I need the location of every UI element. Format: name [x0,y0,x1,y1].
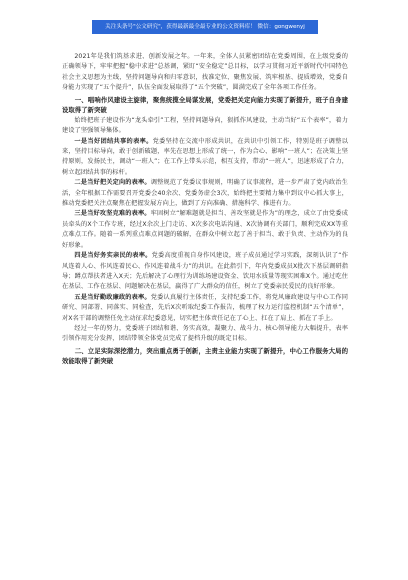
document-body [62,52,348,367]
item-5-paragraph [62,293,348,324]
item-5-body: 党委认真履行主体责任，支持纪委工作，将党风廉政建设与中心工作同研究、同部署、同落实、同检查，先后X次听取纪委工作报告，梳理了权力运行监控机制“五个清单”，对X名干部的调整任免主动征求纪委意见，切实把主体责任记在了心上、扛在了肩上、抓在了手上。 [62,293,348,322]
promo-banner[interactable]: 关注头条号"公文研究"，获得最新最全最专业的公文资料库！ 微信：gongwenyj [92,20,318,34]
section-1-heading: 一、唱响作风建设主旋律，聚焦统揽全局谋发展，党委把关定向能力实现了新提升，班子自身建设取得了新突破 [62,95,348,115]
intro-paragraph: 2021年是我们筑基求进、创新发展之年。一年来，全体人员紧密团结在党委周围，在上级党委的正确领导下，牢牢把握“稳中求进”总基调，紧盯“安全稳定”总目标，以学习贯彻习近平新时代中国特色社会主义思想为主线，坚持问题导向和归零意识，找准定位、聚焦发展、筑牢根基、提质增效，党委自身能力实现了“五个提升”，队伍全面发展取得了“五个突破”，圆满完成了全年各项工作任务。 [62,53,348,92]
item-2-paragraph [62,178,348,209]
item-1-title: 一是当好团结共事的表率。 [74,137,153,145]
section-1-intro: 始终把班子建设作为“龙头牵引”工程，坚持问题导向，狠抓作风建设，主动当好“五个表率”，着力建设了坚强领导集体。 [62,116,348,135]
item-4-body: 党委高度重视自身作风建设，班子成员通过学习实践，深刻认识了“作风连着人心、作风连着民心、作风连着战斗力”的共识。在此指引下，年内党委成员X批次下基层调研指导；蹲点帮扶者进入X天；先后解决了心理行为训练场建设资金、饮用水质量等现实困难X个。通过吃住在基层、工作在基层、问题解决在基层，赢得了广大群众的信任，树立了党委亲民爱民的良好形象。 [62,252,348,291]
item-4-paragraph [62,251,348,293]
section-2-heading: 二、立足实际深挖潜力，突出重点勇于创新，主责主业能力实现了新提升，中心工作服务大局的效能取得了新突破 [62,346,348,366]
item-2-title: 二是当好把关定向的表率。 [74,179,151,187]
summary-paragraph: 经过一年的努力，党委班子团结和谐、务实高效，凝聚力、战斗力、核心领导能力大幅提升，表率引领作用充分发挥，团结带领全体党员完成了提档升级的既定目标。 [62,324,348,343]
item-5-title: 五是当好勤政廉政的表率。 [74,293,151,301]
item-1-paragraph [62,137,348,179]
item-3-paragraph [62,209,348,251]
item-2-body: 调整规范了党委议事规则，明确了议事流程，进一步严肃了党内政治生活，全年根据工作需要召开党委会40余次、党委务虚会3次，始终把主要精力集中到议中心抓大事上，推动党委把关注点聚焦在把握发展方向上，做到了方向准确、措施科学、推进有力。 [62,179,348,208]
item-4-title: 四是当好务实亲民的表率。 [74,252,152,260]
item-3-title: 三是当好攻坚克难的表率。 [74,210,151,218]
item-3-body: 牢固树立“解难题就是担当、善攻坚就是作为”的理念，成立了由党委成员牵头的X个工作专班，经过X余次上门走访、X次多次电话沟通、X次协调有关部门，顺利完成XX等重点难点工作。随着一系列重点难点问题的破解，在群众中树立起了善于担当、敢于负责、主动作为的良好形象。 [62,210,348,249]
item-1-body: 党委坚持在交流中形成共识，在共识中引领工作，特别是班子调整以来，坚持目标导向，敢于创新破题，率先在思想上形成了统一，作为合心、影响“一班人”；在决策上坚持原则，发扬民主，调动“一班人”；在工作上带头示范，相互支持，带动“一班人”，迅速形成了合力，树立起团结共事的标杆。 [62,137,349,176]
